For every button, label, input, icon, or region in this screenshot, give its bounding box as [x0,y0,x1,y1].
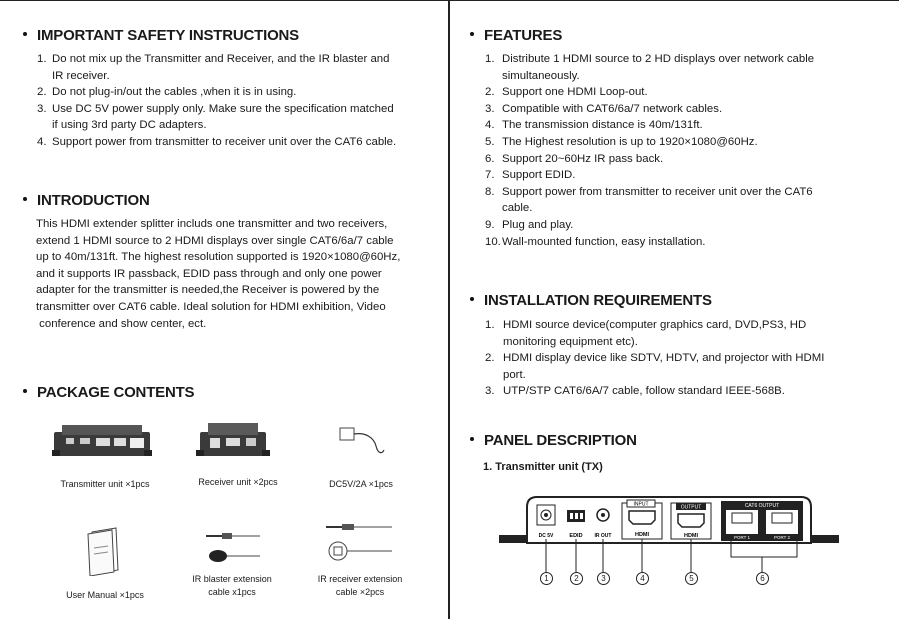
list-item-number: 9. [485,218,495,231]
list-item-number: 4. [485,119,495,132]
list-item [485,101,890,118]
list-item-continuation: port. [503,368,526,381]
list-item-number: 3. [37,102,47,115]
list-item-number: 1. [485,319,495,331]
list-item [485,134,890,151]
receiver-unit-image [196,420,271,460]
list-item-number: 5. [485,135,495,148]
list-item-text: The Highest resolution is up to 1920×1080@60Hz. [502,135,758,148]
intro-line: transmitter over CAT6 cable. Ideal solution for HDMI exhibition, Video [36,300,386,313]
package-item-label-line: cable ×2pcs [335,587,385,597]
installation-list [485,317,890,400]
intro-title: INTRODUCTION [37,192,150,209]
list-item-text: Support 20~60Hz IR pass back. [502,152,664,165]
port-label-hdmi-in: HDMI [634,532,650,538]
list-item [485,350,890,383]
package-item-label-line: IR receiver extension [317,574,403,584]
callout-4: 4 [636,572,649,585]
package-item-label [176,573,288,599]
bullet-icon [470,297,474,301]
port-label-input: INPUT [633,501,649,508]
package-item-label: DC5V/2A ×1pcs [329,479,393,489]
list-item [485,184,890,217]
list-item-continuation: simultaneously. [502,69,580,82]
ir-receiver-cable-image [324,518,396,564]
list-item-text: UTP/STP CAT6/6A/7 cable, follow standard IEEE-568B. [503,385,785,398]
safety-title: IMPORTANT SAFETY INSTRUCTIONS [37,27,299,44]
features-title: FEATURES [484,27,563,44]
list-item [485,217,890,234]
bullet-icon [470,32,474,36]
right-page [449,0,898,619]
list-item-text: HDMI display device like SDTV, HDTV, and projector with HDMI [503,352,825,365]
list-item-number: 2. [37,86,47,99]
intro-line: extend 1 HDMI source to 2 HDMI displays over single CAT6/6a/7 cable [36,234,394,247]
intro-line: conference and show center, ect. [36,317,207,330]
list-item [37,101,442,134]
installation-title: INSTALLATION REQUIREMENTS [484,292,712,309]
panel-subtitle: 1. Transmitter unit (TX) [483,461,603,473]
bullet-icon [23,197,27,201]
features-heading [470,27,562,44]
package-item-label [302,573,418,599]
package-item-label: Transmitter unit ×1pcs [60,479,150,489]
list-item [485,317,890,350]
list-item [485,234,890,251]
bullet-icon [23,389,27,393]
list-item-text: HDMI source device(computer graphics card, DVD,PS3, HD [503,319,807,331]
intro-line: adapter for the transmitter is needed,the Receiver is powered by the [36,284,380,297]
list-item-text: Support power from transmitter to receiver unit over the CAT6 [502,185,813,198]
list-item [37,84,442,101]
list-item-number: 2. [485,352,495,365]
panel-title: PANEL DESCRIPTION [484,432,637,449]
list-item-text: Use DC 5V power supply only. Make sure the specification matched [52,102,394,115]
list-item [485,51,890,84]
intro-heading [23,192,150,209]
callout-6: 6 [756,572,769,585]
list-item-text: Do not mix up the Transmitter and Receiver, and the IR blaster and [52,53,390,65]
installation-heading [470,292,712,309]
callout-3: 3 [597,572,610,585]
list-item-text: Support power from transmitter to receiver unit over the CAT6 cable. [52,135,397,148]
callout-1: 1 [540,572,553,585]
intro-line: up to 40m/131ft. The highest resolution supported is 1920×1080@60Hz, [36,251,401,264]
intro-paragraph [36,216,446,332]
safety-heading [23,27,299,44]
list-item [37,134,442,151]
list-item [37,51,442,84]
intro-line: and it supports IR passback, EDID pass through and only one power [36,267,382,280]
package-title: PACKAGE CONTENTS [37,384,195,401]
list-item [485,117,890,134]
list-item-continuation: monitoring equipment etc). [503,335,638,348]
port-label-ir: IR OUT [594,533,612,539]
list-item-number: 1. [37,53,47,65]
features-list [485,51,890,250]
package-item-label: User Manual ×1pcs [66,590,144,600]
list-item-text: Compatible with CAT6/6a/7 network cables. [502,102,723,115]
panel-heading [470,432,637,449]
package-heading [23,384,194,401]
list-item-text: Wall-mounted function, easy installation. [502,235,706,248]
bullet-icon [470,437,474,441]
port-label-cat-1: PORT 1 [733,535,751,540]
bullet-icon [23,32,27,36]
power-adapter-image [336,424,386,458]
list-item-text: Support EDID. [502,169,576,182]
list-item-number: 7. [485,169,495,182]
list-item-number: 8. [485,185,495,198]
list-item-continuation: if using 3rd party DC adapters. [52,119,207,132]
transmitter-unit-image [52,420,152,460]
safety-list [37,51,442,151]
list-item-text: Distribute 1 HDMI source to 2 HD displays over network cable [502,53,815,65]
intro-line: This HDMI extender splitter includs one transmitter and two receivers, [36,218,388,230]
list-item [485,383,890,400]
list-item-continuation: cable. [502,202,533,215]
port-label-cat6: CAT6 OUTPUT [744,503,780,509]
list-item-number: 3. [485,385,495,398]
package-item-label: Receiver unit ×2pcs [198,477,278,487]
list-item [485,167,890,184]
port-label-hdmi-out: HDMI [683,533,699,539]
package-item-label-line: cable x1pcs [208,587,256,597]
callout-5: 5 [685,572,698,585]
list-item-text: Plug and play. [502,218,574,231]
callout-2: 2 [570,572,583,585]
port-label-output: OUTPUT [680,504,702,511]
list-item [485,84,890,101]
port-label-edid: EDID [569,533,583,539]
list-item-number: 10. [485,235,501,248]
port-label-dc: DC 5V [538,533,554,539]
list-item-number: 6. [485,152,495,165]
list-item-continuation: IR receiver. [52,69,110,82]
list-item-number: 1. [485,53,495,65]
list-item-text: The transmission distance is 40m/131ft. [502,119,703,132]
ir-blaster-cable-image [204,528,264,564]
left-page [0,0,449,619]
list-item-number: 2. [485,86,495,99]
list-item-number: 3. [485,102,495,115]
list-item-text: Do not plug-in/out the cables ,when it is in using. [52,86,297,99]
user-manual-image [86,526,122,576]
list-item-text: Support one HDMI Loop-out. [502,86,648,99]
list-item [485,151,890,168]
list-item-number: 4. [37,135,47,148]
package-item-label-line: IR blaster extension [192,574,272,584]
port-label-cat-2: PORT 2 [773,535,791,540]
